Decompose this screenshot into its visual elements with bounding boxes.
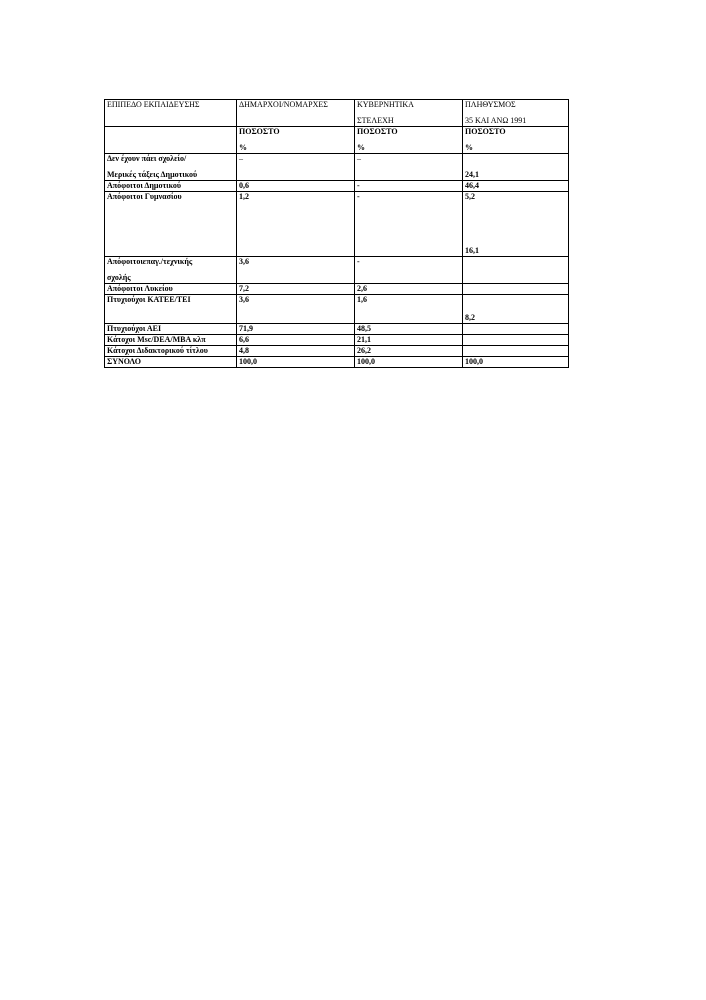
value-text: 48,5: [357, 324, 371, 333]
table-row: [105, 257, 569, 284]
value-text: -: [357, 181, 360, 190]
value-text: 16,1: [465, 246, 479, 255]
value-text: 0,6: [239, 181, 249, 190]
value-text: -: [357, 257, 360, 266]
subheader-label: ΠΟΣΟΣΤΟ: [239, 127, 280, 136]
table-row: [105, 324, 569, 335]
value-text: 7,2: [239, 284, 249, 293]
table-row: [105, 295, 569, 324]
row-label-text: Κάτοχοι Msc/DEA/MBA κλπ: [107, 335, 206, 344]
row-gov-value: [355, 346, 463, 357]
value-text: –: [239, 154, 243, 163]
row-mayors-value: [237, 284, 355, 295]
header-gov-line2: ΣΤΕΛΕΧΗ: [357, 116, 394, 125]
row-label: [105, 335, 237, 346]
row-gov-value: [355, 335, 463, 346]
subheader-unit: %: [357, 143, 365, 152]
value-text: [465, 335, 566, 345]
row-mayors-value: [237, 346, 355, 357]
row-pop-value: [463, 335, 569, 346]
subheader-label: ΠΟΣΟΣΤΟ: [465, 127, 506, 136]
value-text: [465, 257, 566, 267]
total-row: [105, 357, 569, 368]
row-mayors-value: [237, 181, 355, 192]
value-text: 1,6: [357, 295, 367, 304]
row-label: [105, 324, 237, 335]
row-label: [105, 357, 237, 368]
header-pop-line2: 35 ΚΑΙ ΑΝΩ 1991: [465, 116, 527, 125]
row-label-line2: Μερικές τάξεις Δημοτικού: [107, 170, 198, 179]
table-row: [105, 181, 569, 192]
row-mayors-value: [237, 335, 355, 346]
row-label: [105, 284, 237, 295]
row-label-line2: σχολής: [107, 273, 131, 282]
value-text: -: [357, 192, 360, 201]
row-gov-value: [355, 324, 463, 335]
table-row: [105, 335, 569, 346]
education-table: [104, 99, 569, 368]
value-text: 5,2: [465, 192, 475, 201]
row-label-text: Απόφοιτοι Δημοτικού: [107, 181, 181, 190]
row-label-text: Πτυχιούχοι ΚΑΤΕΕ/ΤΕΙ: [107, 295, 191, 304]
value-text: 3,6: [239, 257, 249, 266]
header-row: [105, 100, 569, 127]
value-text: 2,6: [357, 284, 367, 293]
table-row: [105, 154, 569, 181]
row-pop-value: [463, 154, 569, 181]
row-mayors-value: [237, 192, 355, 257]
value-text: 3,6: [239, 295, 249, 304]
row-pop-value: [463, 284, 569, 295]
row-label-line1: Δεν έχουν πάει σχολείο/: [107, 154, 187, 163]
row-label: [105, 181, 237, 192]
row-label-text: Κάτοχοι Διδακτορικού τίτλου: [107, 346, 208, 355]
row-mayors-value: [237, 295, 355, 324]
row-gov-value: [355, 192, 463, 257]
subheader-label: ΠΟΣΟΣΤΟ: [357, 127, 398, 136]
row-pop-value: [463, 357, 569, 368]
row-pop-value: [463, 346, 569, 357]
row-label-text: Απόφοιτοι Λυκείου: [107, 284, 173, 293]
row-label: [105, 257, 237, 284]
subheader-unit: %: [239, 143, 247, 152]
subheader-government: [355, 127, 463, 154]
row-mayors-value: [237, 154, 355, 181]
subheader-row: [105, 127, 569, 154]
row-pop-value: [463, 181, 569, 192]
row-label-text: Απόφοιτοι Γυμνασίου: [107, 192, 182, 201]
value-text: 46,4: [465, 181, 479, 190]
table-row: [105, 192, 569, 257]
subheader-population: [463, 127, 569, 154]
value-text: 8,2: [465, 313, 475, 322]
value-text: [465, 324, 566, 334]
value-text: 21,1: [357, 335, 371, 344]
row-mayors-value: [237, 357, 355, 368]
row-pop-value: [463, 324, 569, 335]
value-text: 6,6: [239, 335, 249, 344]
header-mayors-text: ΔΗΜΑΡΧΟΙ/ΝΟΜΑΡΧΕΣ: [239, 100, 328, 109]
value-text: 1,2: [239, 192, 249, 201]
row-mayors-value: [237, 324, 355, 335]
value-text: 100,0: [239, 357, 257, 366]
row-label: [105, 192, 237, 257]
value-text: 71,9: [239, 324, 253, 333]
header-mayors: [237, 100, 355, 127]
row-gov-value: [355, 154, 463, 181]
row-pop-value: [463, 257, 569, 284]
header-gov-line1: ΚΥΒΕΡΝΗΤΙΚΑ: [357, 100, 414, 109]
row-gov-value: [355, 181, 463, 192]
row-gov-value: [355, 357, 463, 368]
header-government: [355, 100, 463, 127]
header-education-level: [105, 100, 237, 127]
value-text: 4,8: [239, 346, 249, 355]
row-pop-value: [463, 295, 569, 324]
value-text: 24,1: [465, 170, 479, 179]
row-gov-value: [355, 257, 463, 284]
value-text: [465, 284, 566, 294]
value-text: 100,0: [357, 357, 375, 366]
row-gov-value: [355, 295, 463, 324]
table-row: [105, 346, 569, 357]
row-label-line1: Απόφοιτοιεπαγ./τεχνικής: [107, 257, 193, 266]
row-label-text: Πτυχιούχοι ΑΕΙ: [107, 324, 162, 333]
row-mayors-value: [237, 257, 355, 284]
value-text: [465, 346, 566, 356]
row-label-text: ΣΥΝΟΛΟ: [107, 357, 141, 366]
row-pop-value: [463, 192, 569, 257]
value-text: –: [357, 154, 361, 163]
subheader-mayors: [237, 127, 355, 154]
table-row: [105, 284, 569, 295]
value-text: 26,2: [357, 346, 371, 355]
header-pop-line1: ΠΛΗΘΥΣΜΟΣ: [465, 100, 516, 109]
row-label: [105, 154, 237, 181]
header-level-text: ΕΠΙΠΕΔΟ ΕΚΠΑΙΔΕΥΣΗΣ: [107, 100, 200, 109]
subheader-unit: %: [465, 143, 473, 152]
row-label: [105, 346, 237, 357]
row-label: [105, 295, 237, 324]
header-population: [463, 100, 569, 127]
value-text: 100,0: [465, 357, 483, 366]
subheader-empty: [105, 127, 237, 154]
row-gov-value: [355, 284, 463, 295]
